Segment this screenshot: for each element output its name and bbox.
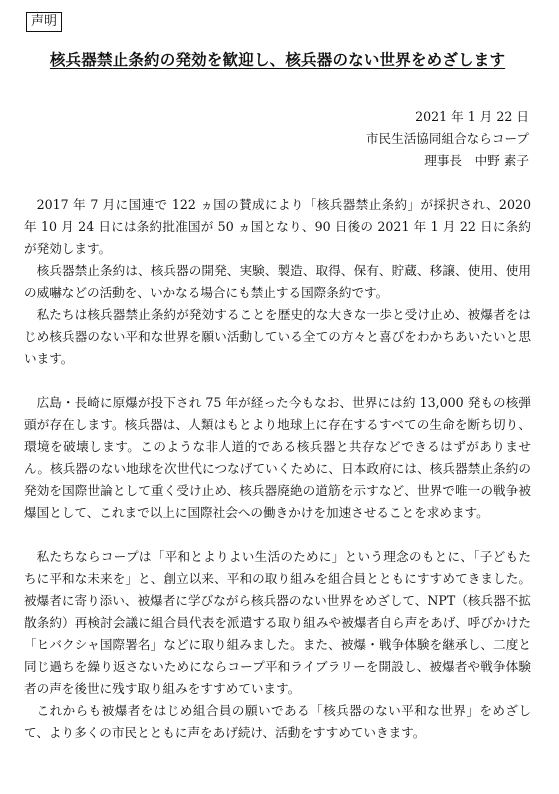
statement-title: 核兵器禁止条約の発効を歓迎し、核兵器のない世界をめざします — [49, 50, 506, 69]
statement-label: 声明 — [26, 12, 62, 32]
paragraph: 核兵器禁止条約は、核兵器の開発、実験、製造、取得、保有、貯蔵、移譲、使用、使用の威嚇などの活動を、いかなる場合にも禁止する国際条約です。 — [24, 263, 531, 300]
paragraph: 私たちならコープは「平和とよりよい生活のために」という理念のもとに、「子どもたちに平和な未来を」と、創立以来、平和の取り組みを組合員とともにすすめてきました。被爆者に寄り添い、被爆者に学びながら核兵器のない世界をめざして、NPT（核兵器不拡散条約）再検討会議に組合員代表を派遣する取り組みや被爆者自ら声をあげ、呼びかけた「ヒバクシャ国際署名」などに取り組みました。また、被爆・戦争体験を継承し、二度と同じ過ちを繰り返さないためにならコープ平和ライブラリーを開設し、被爆者や戦争体験者の声を後世に残す取り組みをすすめています。 — [24, 549, 531, 696]
organization-name: 市民生活協同組合ならコープ — [365, 131, 529, 146]
statement-body — [24, 194, 531, 744]
statement-meta — [24, 106, 531, 172]
section-gap — [24, 524, 531, 546]
paragraph: 私たちは核兵器禁止条約が発効することを歴史的な大きな一歩と受け止め、被爆者をはじめ核兵器のない平和な世界を願い活動している全ての方々と喜びをわかちあいたいと思います。 — [24, 307, 531, 366]
signer-name: 理事長 中野 素子 — [424, 153, 529, 168]
paragraph: 2017 年 7 月に国連で 122 ヵ国の賛成により「核兵器禁止条約」が採択され、2020 年 10 月 24 日には条約批准国が 50 ヵ国となり、90 日後の 2021 年 1 月 22 日に条約が発効します。 — [24, 197, 531, 256]
paragraph: これからも被爆者をはじめ組合員の願いである「核兵器のない平和な世界」をめざして、より多くの市民とともに声をあげ続け、活動をすすめていきます。 — [24, 703, 531, 740]
statement-date: 2021 年 1 月 22 日 — [415, 109, 529, 124]
paragraph: 広島・長崎に原爆が投下され 75 年が経った今もなお、世界には約 13,000 発もの核弾頭が存在します。核兵器は、人類はもとより地球上に存在するすべての生命を断ち切り、環境を破壊します。このような非人道的である核兵器と共存などできるはずがありません。核兵器のない地球を次世代につなげていくために、日本政府には、核兵器禁止条約の発効を国際世論として重く受け止め、核兵器廃絶の道筋を示すなど、世界で唯一の戦争被爆国として、これまで以上に国際社会への働きかけを加速させることを求めます。 — [24, 395, 531, 520]
section-gap — [24, 370, 531, 392]
